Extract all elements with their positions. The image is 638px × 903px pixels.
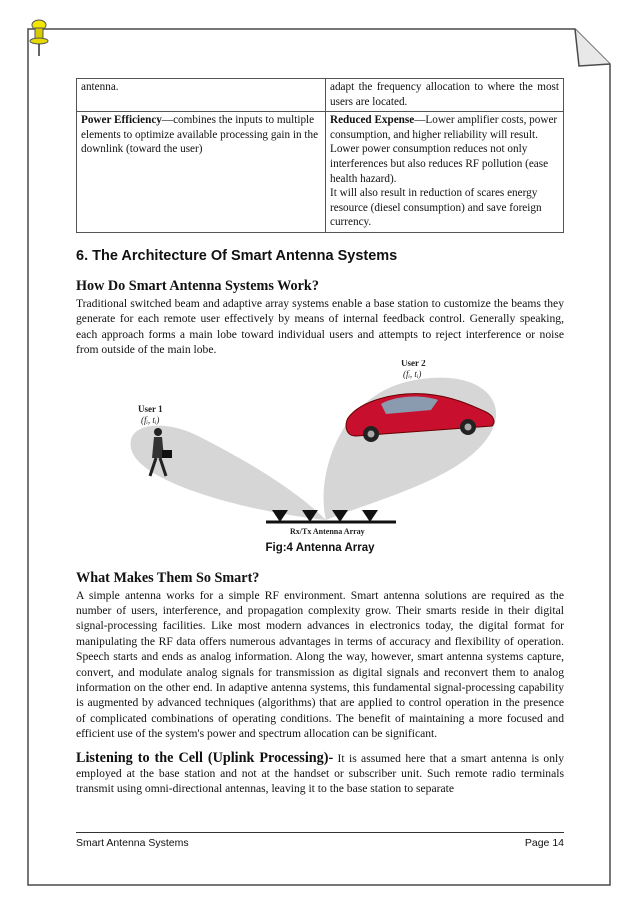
footer-title: Smart Antenna Systems [76,837,189,849]
table-row [77,112,564,233]
paragraph-smart: A simple antenna works for a simple RF environment. Smart antenna solutions are required as the number of users, interference, and propagation complexity grow. Their smarts reside in their digital signal-processing facilities. Like most modern advances in electronics today, the digital format for manipulating the RF data offers numerous advantages in terms of accuracy and flexibility of operation. Speech starts and ends as analog information. Along the way, however, smart antenna systems capture, convert, and modulate analog signals for transmission as digital signals and reconvert them to analog information on the other end. In adaptive antenna systems, this fundamental signal-processing capability is augmented by advanced techniques (algorithms) that are applied to control operation in the presence of complicated combinations of operating conditions. The benefit of maintaining a more focused and efficient use of the system's power and spectrum allocation can be significant. [76,588,564,741]
cell-bold-term: Reduced Expense [330,114,415,127]
paragraph-listening [76,751,564,797]
subheading-smart: What Makes Them So Smart? [76,569,260,586]
paragraph-how-work: Traditional switched beam and adaptive array systems enable a base station to customize the beams they generate for each remote user effectively by means of internal feedback control. Generally speaking, each approach forms a main lobe toward individual users and attempts to reject interference or noise from outside of the main lobe. [76,296,564,357]
user1-label: User 1 [138,403,163,414]
listening-text: It is assumed here that a smart antenna is only employed at the base station and not at the handset or subscriber unit. Such remote radio terminals transmit using omni-directional antennas, leaving it to the base station to separate [76,751,565,796]
footer-divider [76,832,564,833]
cell-text: —Lower amplifier costs, power consumption, and higher reliability will result. Lower power consumption reduces not only interferences but also reduces RF pollution (ease health hazard). [330,114,558,185]
page-footer [76,837,564,849]
user2-label: User 2 [401,359,426,368]
subheading-how-work: How Do Smart Antenna Systems Work? [76,277,319,294]
page-number: Page 14 [524,837,564,849]
table-cell [326,79,564,112]
table-row [77,79,564,112]
cell-text: antenna. [81,81,119,93]
cell-text: adapt the frequency allocation to where the most users are located. [330,81,559,108]
table-cell [77,112,326,233]
page-content [76,78,564,797]
array-label: Rx/Tx Antenna Array [290,526,365,536]
antenna-diagram [76,360,564,540]
table-cell [326,112,564,233]
comparison-table [76,78,564,233]
antenna-array-figure [76,360,564,540]
push-pin-icon [28,18,50,58]
figure-caption: Fig:4 Antenna Array [265,541,375,554]
user1-sub: (fᵢ, tᵢ) [141,414,160,425]
cell-text: —combines the inputs to multiple elements to optimize available processing gain in the downlink (toward the user) [81,114,319,156]
section-title: 6. The Architecture Of Smart Antenna Systems [76,247,398,264]
inline-heading-listening: Listening to the Cell (Uplink Processing)- [76,749,334,766]
table-cell [77,79,326,112]
cell-bold-term: Power Efficiency [81,114,162,127]
user2-sub: (fᵢ, tᵢ) [403,368,422,379]
cell-text: It will also result in reduction of scares energy resource (diesel consumption) and save foreign currency. [330,187,542,229]
